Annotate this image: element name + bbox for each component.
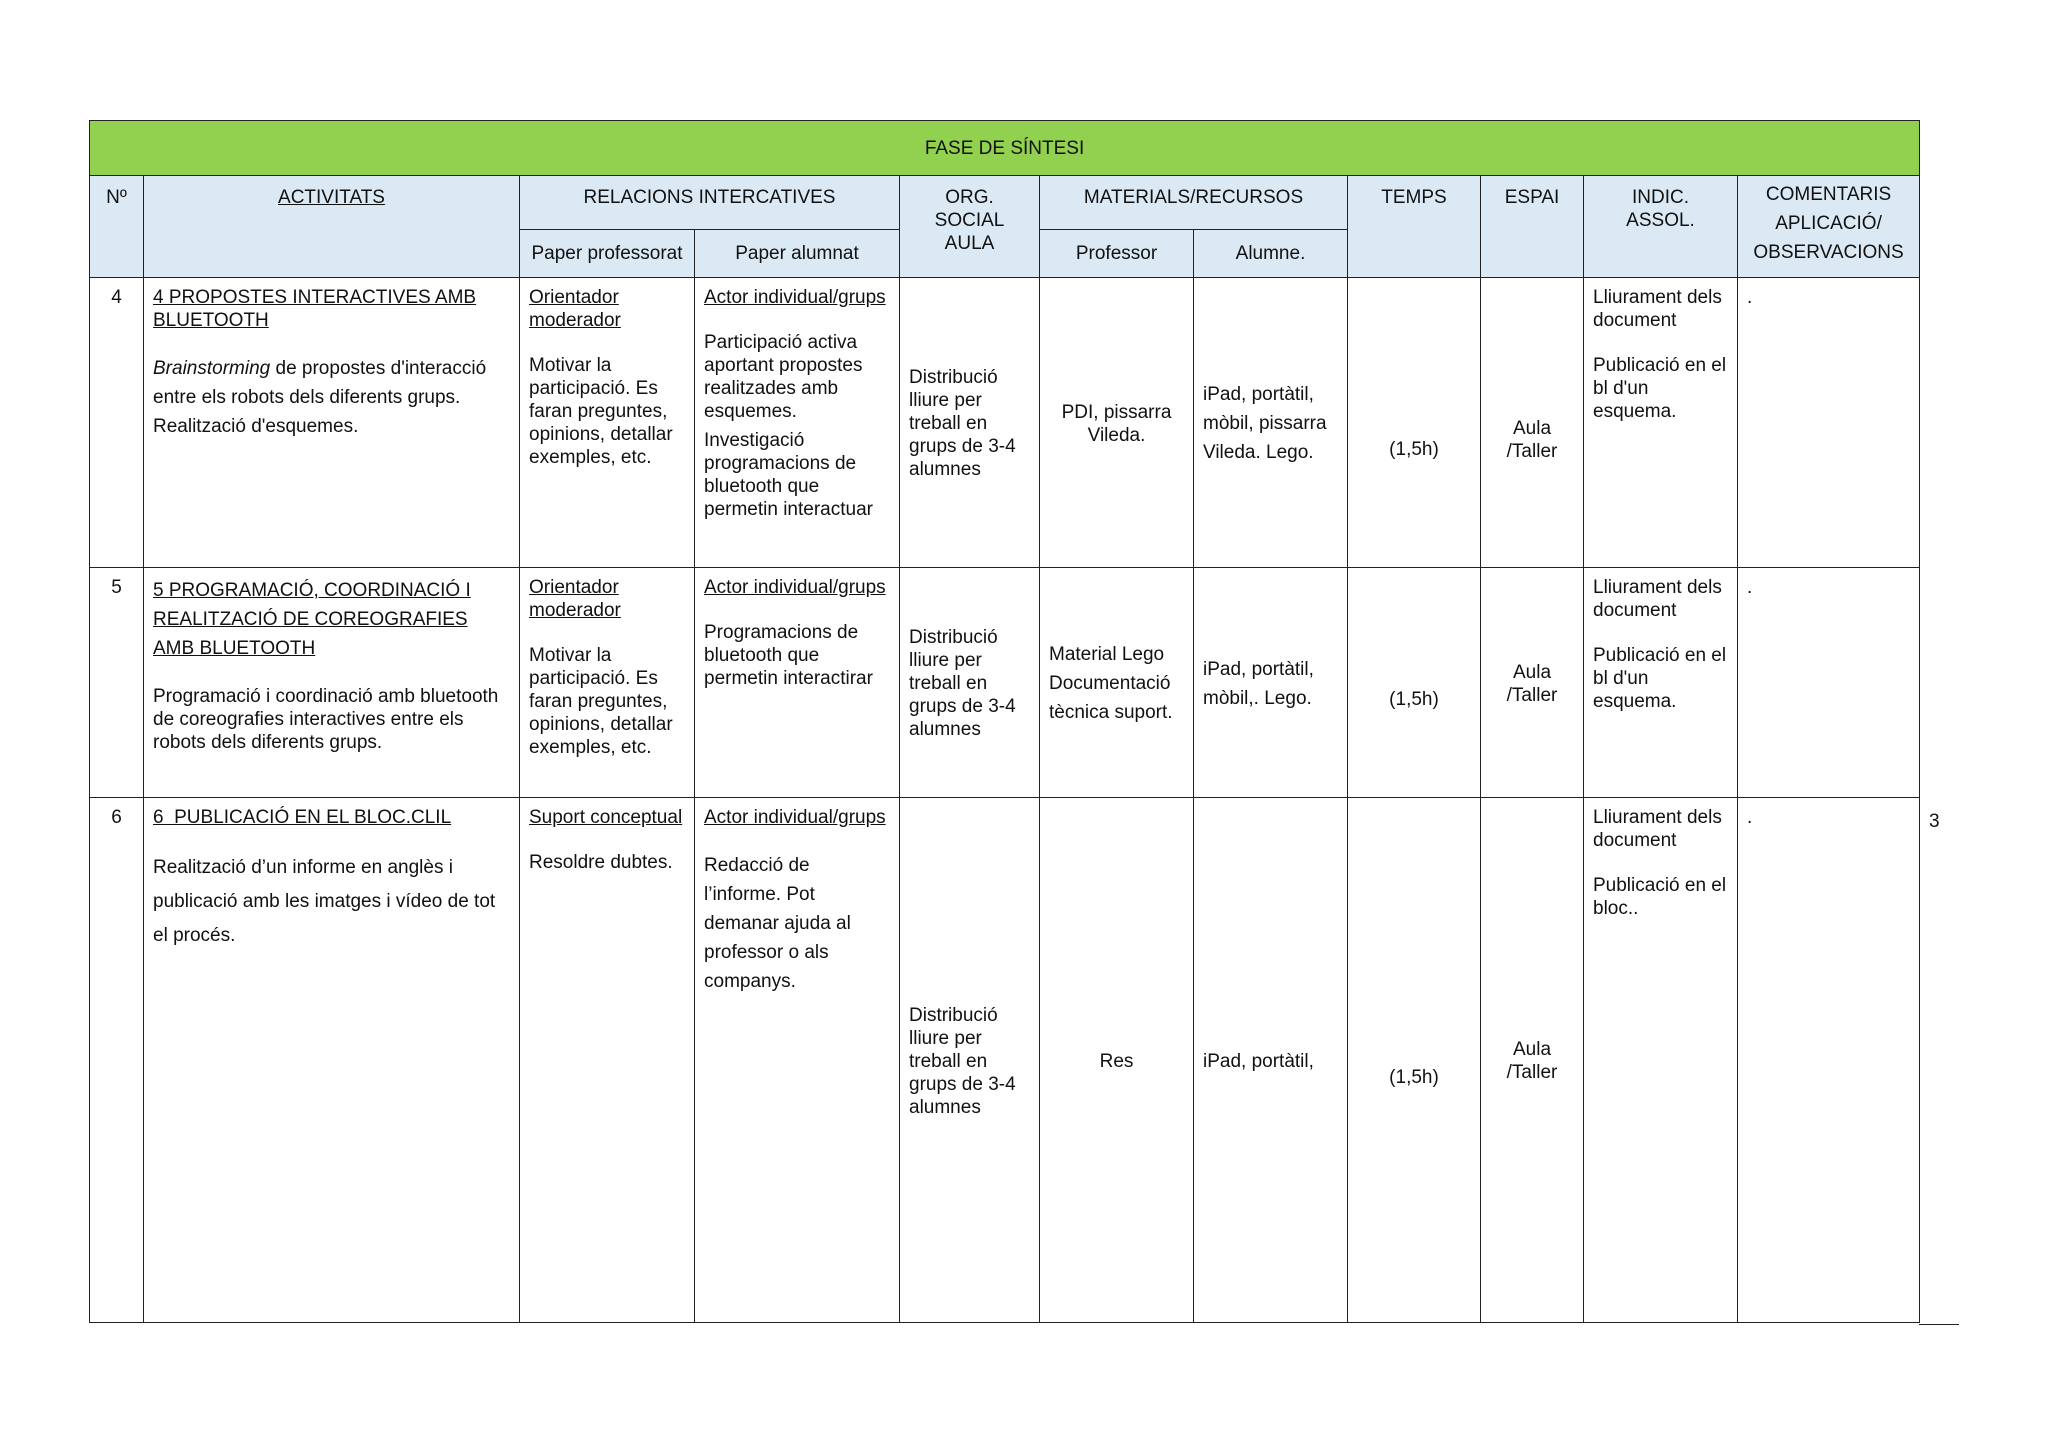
- activity-cell: [144, 568, 520, 798]
- header-paper-alumnat: Paper alumnat: [695, 230, 900, 278]
- teacher-role-cell: Suport conceptual Resoldre dubtes.: [520, 798, 695, 1323]
- phase-title: FASE DE SÍNTESI: [90, 121, 1920, 176]
- indicator-cell: Lliurament dels document Publicació en el bloc..: [1584, 798, 1738, 1323]
- header-indic: INDIC. ASSOL.: [1626, 187, 1695, 231]
- student-role-cell: Actor individual/grups Programacions de bluetooth que permetin interactirar: [695, 568, 900, 798]
- indicator-cell: Lliurament dels document Publicació en el bl d'un esquema.: [1584, 568, 1738, 798]
- header-espai: ESPAI: [1504, 187, 1560, 208]
- student-role-cell: Actor individual/grups Participació activa aportant propostes realitzades amb esquemes. Investigació programacions de bluetooth que permetin interactuar: [695, 278, 900, 568]
- header-professor: Professor: [1040, 230, 1194, 278]
- header-org-social: ORG. SOCIAL AULA: [934, 187, 1005, 254]
- space-cell: Aula /Taller: [1481, 278, 1584, 568]
- header-num: Nº: [106, 187, 127, 208]
- header-comentaris: COMENTARIS APLICACIÓ/ OBSERVACIONS: [1753, 184, 1904, 263]
- org-cell: Distribució lliure per treball en grups de 3-4 alumnes: [900, 568, 1040, 798]
- teacher-role-cell: Orientador moderador Motivar la participació. Es faran preguntes, opinions, detallar exemples, etc.: [520, 278, 695, 568]
- row-num: 6: [90, 798, 144, 1323]
- comment-cell: .: [1738, 798, 1920, 1323]
- org-cell: Distribució lliure per treball en grups de 3-4 alumnes: [900, 278, 1040, 568]
- activity-cell: [144, 278, 520, 568]
- materials-teacher-cell: Material Lego Documentació tècnica suport.: [1040, 568, 1194, 798]
- activity-description: Brainstorming de propostes d'interacció entre els robots dels diferents grups. Realització d'esquemes.: [153, 358, 487, 437]
- activity-description: Realització d’un informe en anglès i publicació amb les imatges i vídeo de tot el procés.: [153, 857, 496, 946]
- table-row: [90, 798, 1920, 1323]
- activity-title: 4 PROPOSTES INTERACTIVES AMB BLUETOOTH: [153, 287, 477, 331]
- space-cell: Aula /Taller: [1481, 798, 1584, 1323]
- org-cell: Distribució lliure per treball en grups de 3-4 alumnes: [900, 798, 1040, 1323]
- time-cell: (1,5h): [1348, 798, 1481, 1323]
- time-cell: (1,5h): [1348, 568, 1481, 798]
- header-temps: TEMPS: [1381, 187, 1447, 208]
- materials-student-cell: iPad, portàtil, mòbil,. Lego.: [1194, 568, 1348, 798]
- page-number: 3: [1929, 811, 1940, 832]
- teacher-role-cell: Orientador moderador Motivar la participació. Es faran preguntes, opinions, detallar exemples, etc.: [520, 568, 695, 798]
- activity-cell: [144, 798, 520, 1323]
- activity-title: 5 PROGRAMACIÓ, COORDINACIÓ I REALITZACIÓ DE COREOGRAFIES AMB BLUETOOTH: [153, 580, 471, 659]
- comment-cell: .: [1738, 568, 1920, 798]
- table-extension-line: [1919, 1324, 1959, 1325]
- comment-cell: .: [1738, 278, 1920, 568]
- header-materials: MATERIALS/RECURSOS: [1083, 187, 1304, 208]
- materials-student-cell: iPad, portàtil, mòbil, pissarra Vileda. Lego.: [1194, 278, 1348, 568]
- row-num: 5: [90, 568, 144, 798]
- header-relacions: RELACIONS INTERCATIVES: [583, 187, 836, 208]
- synthesis-phase-table: [89, 120, 1920, 1323]
- indicator-cell: Lliurament dels document Publicació en el bl d'un esquema.: [1584, 278, 1738, 568]
- space-cell: Aula /Taller: [1481, 568, 1584, 798]
- activity-description: Programació i coordinació amb bluetooth de coreografies interactives entre els robots dels diferents grups.: [153, 686, 499, 753]
- student-role-cell: Actor individual/grups Redacció de l’informe. Pot demanar ajuda al professor o als companys.: [695, 798, 900, 1323]
- table-row: [90, 568, 1920, 798]
- time-cell: (1,5h): [1348, 278, 1481, 568]
- materials-student-cell: iPad, portàtil,: [1194, 798, 1348, 1323]
- row-num: 4: [90, 278, 144, 568]
- materials-teacher-cell: Res: [1040, 798, 1194, 1323]
- activity-title: 6 PUBLICACIÓ EN EL BLOC.CLIL: [153, 807, 452, 828]
- table-row: [90, 278, 1920, 568]
- header-alumne: Alumne.: [1194, 230, 1348, 278]
- materials-teacher-cell: PDI, pissarra Vileda.: [1040, 278, 1194, 568]
- header-activitats: ACTIVITATS: [278, 187, 385, 208]
- header-paper-professorat: Paper professorat: [520, 230, 695, 278]
